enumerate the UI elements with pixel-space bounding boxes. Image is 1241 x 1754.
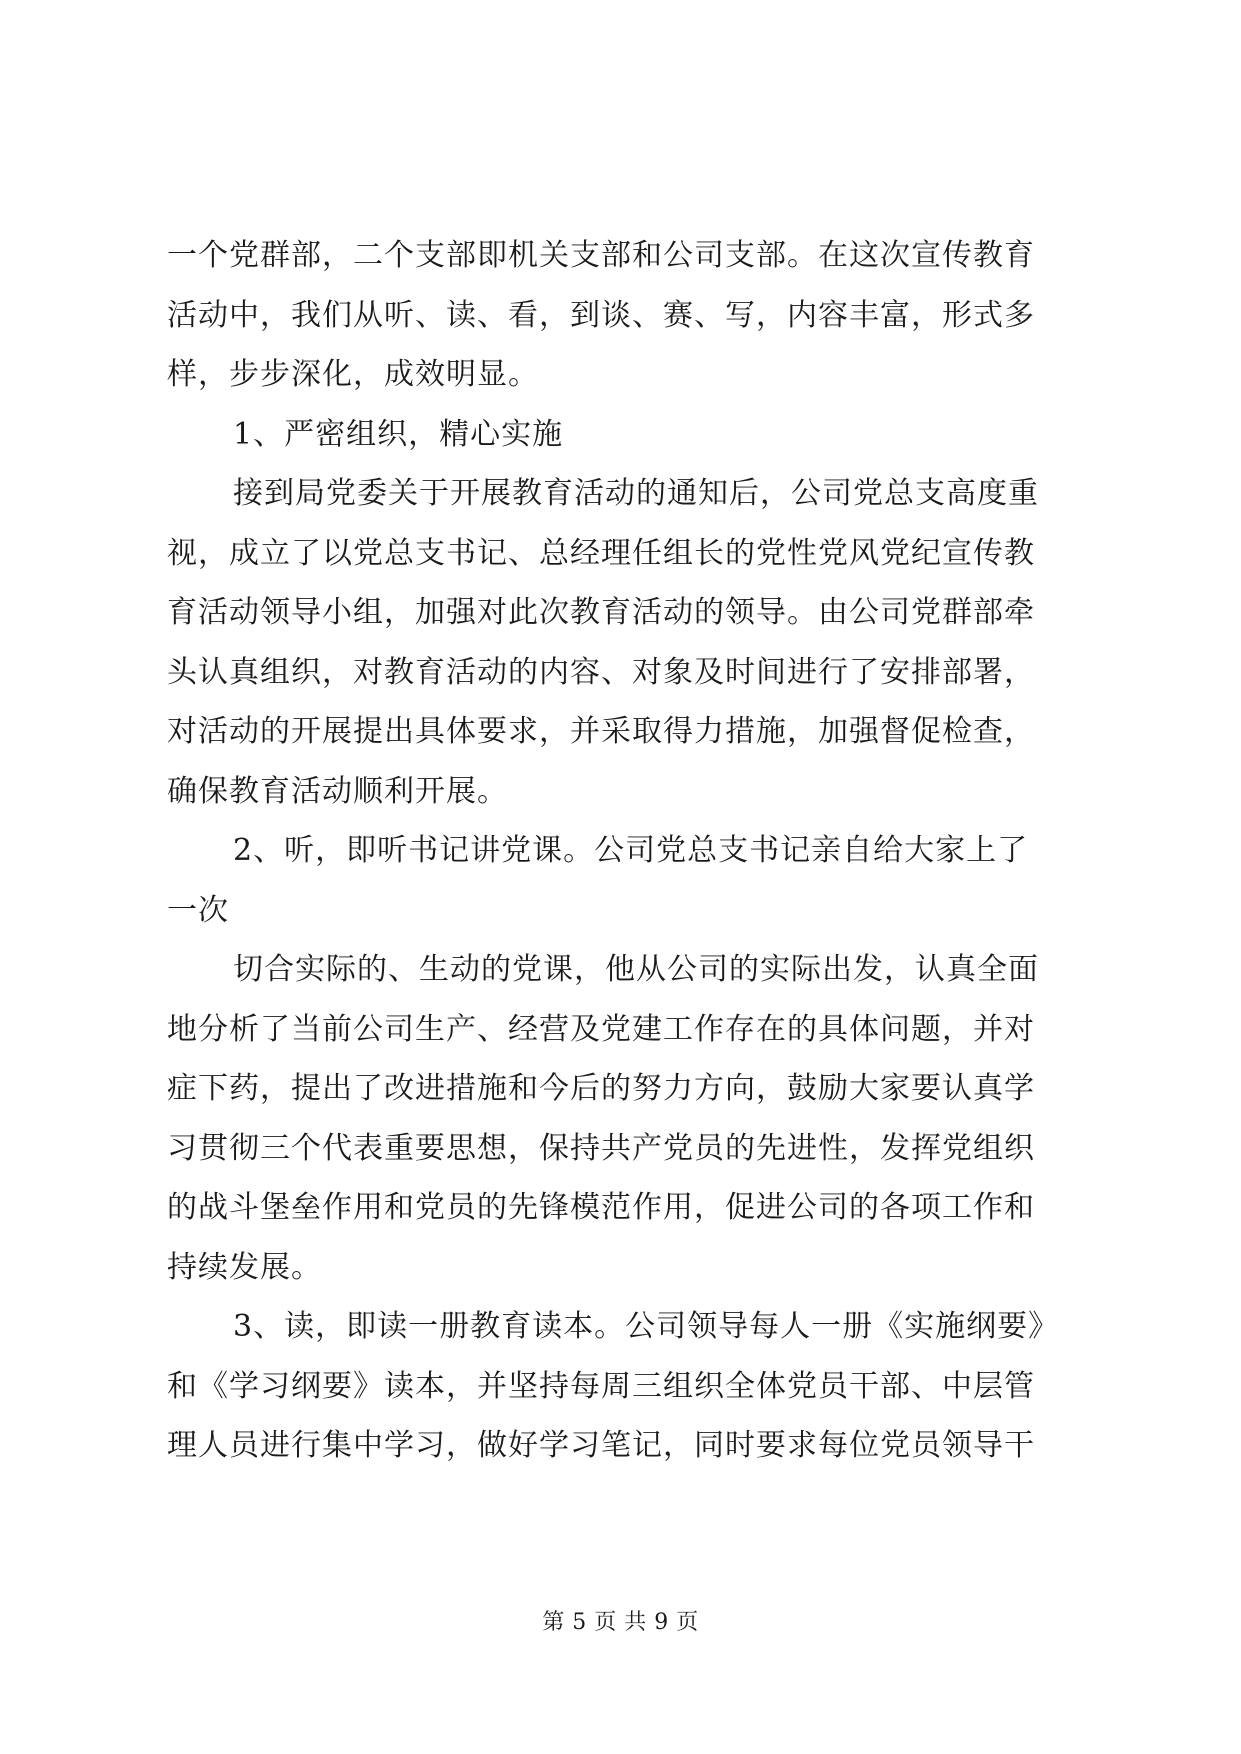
text-line: 2、听，即听书记讲党课。公司党总支书记亲自给大家上了 — [233, 833, 1029, 868]
text-line: 1、严密组织，精心实施 — [233, 416, 564, 452]
text-line: 活动中，我们从听、读、看，到谈、赛、写，内容丰富，形式多 — [167, 297, 1035, 333]
text-line: 切合实际的、生动的党课，他从公司的实际出发，认真全面 — [233, 952, 1039, 987]
text-line: 视，成立了以党总支书记、总经理任组长的党性党风党纪宣传教 — [167, 535, 1035, 571]
text-line: 地分析了当前公司生产、经营及党建工作存在的具体问题，并对 — [167, 1011, 1035, 1047]
text-line: 理人员进行集中学习，做好学习笔记，同时要求每位党员领导干 — [167, 1428, 1035, 1463]
page-footer: 第 5 页 共 9 页 — [542, 1610, 699, 1635]
text-line: 接到局党委关于开展教育活动的通知后，公司党总支高度重 — [233, 476, 1039, 511]
text-line: 一个党群部，二个支部即机关支部和公司支部。在这次宣传教育 — [167, 238, 1035, 273]
text-line: 和《学习纲要》读本，并坚持每周三组织全体党员干部、中层管 — [167, 1368, 1035, 1404]
text-line: 一次 — [167, 892, 229, 928]
text-line: 持续发展。 — [167, 1249, 322, 1285]
body-text — [167, 226, 1087, 1476]
text-line: 的战斗堡垒作用和党员的先锋模范作用，促进公司的各项工作和 — [167, 1190, 1035, 1225]
text-line: 习贯彻三个代表重要思想，保持共产党员的先进性，发挥党组织 — [167, 1130, 1035, 1166]
text-line: 对活动的开展提出具体要求，并采取得力措施，加强督促检查， — [167, 714, 1035, 749]
text-line: 症下药，提出了改进措施和今后的努力方向，鼓励大家要认真学 — [167, 1071, 1035, 1106]
text-line: 3、读，即读一册教育读本。公司领导每人一册《实施纲要》 — [233, 1309, 1060, 1344]
text-line: 育活动领导小组，加强对此次教育活动的领导。由公司党群部牵 — [167, 595, 1035, 630]
text-line: 确保教育活动顺利开展。 — [167, 773, 508, 809]
text-line: 头认真组织，对教育活动的内容、对象及时间进行了安排部署， — [167, 654, 1035, 690]
text-line: 样，步步深化，成效明显。 — [167, 357, 539, 392]
